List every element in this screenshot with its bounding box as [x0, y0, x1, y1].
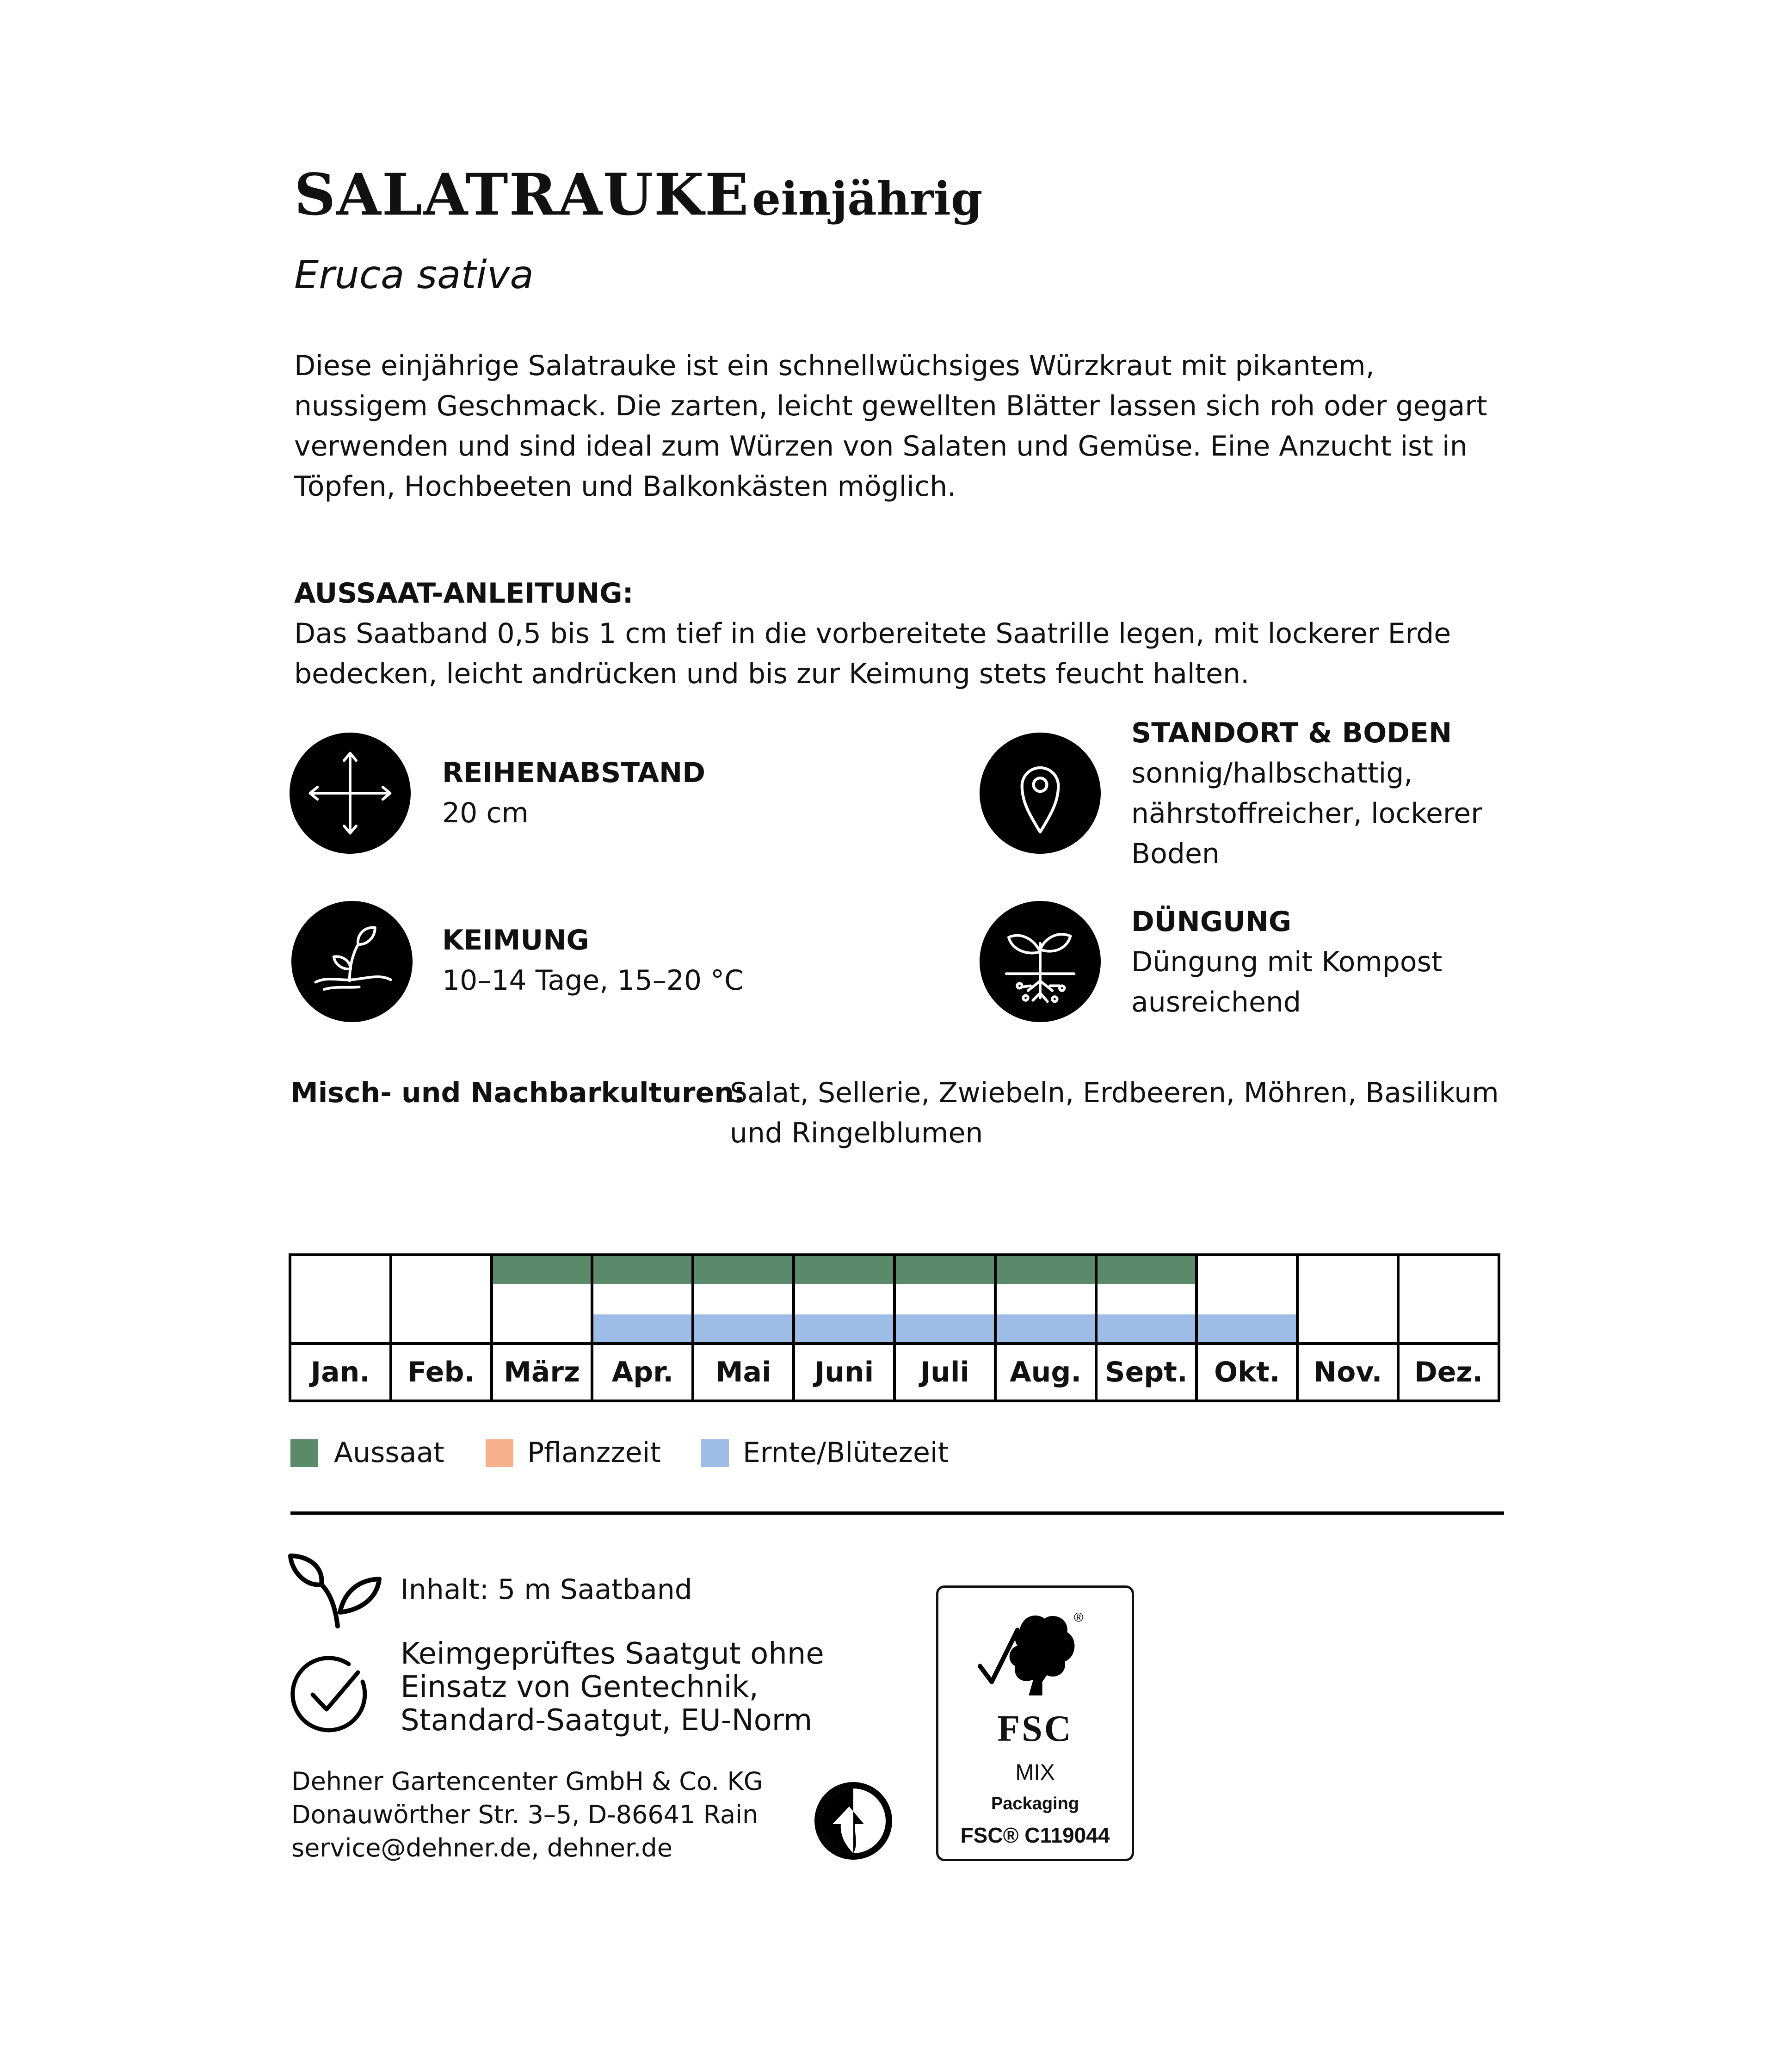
- sowing-bar: [593, 1256, 691, 1284]
- location-pin-icon: [980, 733, 1101, 854]
- month-label: Sept.: [1096, 1344, 1197, 1401]
- calendar-cell-11: [1398, 1255, 1499, 1344]
- harvest-bar: [593, 1314, 691, 1342]
- company-street: Donauwörther Str. 3–5, D-86641 Rain: [291, 1800, 758, 1829]
- fsc-type: MIX: [1015, 1760, 1055, 1785]
- harvest-bar: [1198, 1314, 1296, 1342]
- location-label: STANDORT & BODEN: [1131, 717, 1452, 749]
- location-info: [1131, 713, 1511, 874]
- spacing-label: REIHENABSTAND: [442, 757, 706, 789]
- calendar-cell-7: [995, 1255, 1096, 1344]
- calendar-bars-row: [290, 1255, 1499, 1344]
- location-value: sonnig/halbschattig, nährstoffreicher, lockerer Boden: [1131, 757, 1482, 870]
- check-circle-icon: [289, 1654, 370, 1735]
- quality-text: Keimgeprüftes Saatgut ohne Einsatz von Gentechnik, Standard-Saatgut, EU-Norm: [401, 1637, 824, 1738]
- calendar-cell-10: [1297, 1255, 1398, 1344]
- sowing-text: Das Saatband 0,5 bis 1 cm tief in die vorbereitete Saatrille legen, mit lockerer Erde bedecken, leicht andrücken und bis zur Keimung stets feucht halten.: [294, 617, 1451, 690]
- calendar-cell-4: [693, 1255, 794, 1344]
- month-label: Feb.: [391, 1344, 492, 1401]
- sowing-heading: AUSSAAT-ANLEITUNG:: [294, 577, 634, 610]
- month-label: Aug.: [995, 1344, 1096, 1401]
- harvest-bar: [896, 1314, 994, 1342]
- legend-swatch: [486, 1439, 513, 1467]
- product-name: SALATRAUKE: [294, 161, 750, 228]
- product-description: Diese einjährige Salatrauke ist ein schnellwüchsiges Würzkraut mit pikantem, nussigem Geschmack. Die zarten, leicht gewellten Blätter lassen sich roh oder gegart verwenden und sind ideal zum Würzen von Salaten und Gemüse. Eine Anzucht ist in Töpfen, Hochbeeten und Balkonkästen möglich.: [294, 350, 1487, 503]
- legend-swatch: [701, 1439, 729, 1467]
- month-label: Juni: [794, 1344, 894, 1401]
- calendar-cell-0: [290, 1255, 391, 1344]
- product-variant: einjährig: [752, 173, 983, 226]
- sowing-bar: [1098, 1256, 1196, 1284]
- calendar-months-row: [290, 1344, 1499, 1401]
- calendar-cell-6: [894, 1255, 995, 1344]
- calendar-cell-1: [391, 1255, 492, 1344]
- calendar-cell-3: [592, 1255, 693, 1344]
- harvest-bar: [1098, 1314, 1196, 1342]
- product-title: [294, 161, 983, 228]
- month-label: Okt.: [1196, 1344, 1297, 1401]
- spacing-value: 20 cm: [442, 797, 529, 829]
- sowing-section: [294, 574, 1506, 694]
- germination-label: KEIMUNG: [442, 924, 589, 956]
- plant-roots-icon: [980, 901, 1101, 1022]
- fsc-brand: FSC: [997, 1708, 1073, 1749]
- registered-mark: ®: [1073, 1610, 1084, 1625]
- calendar-cell-2: [492, 1255, 592, 1344]
- leaves-icon: [287, 1552, 384, 1631]
- calendar-cell-9: [1196, 1255, 1297, 1344]
- sowing-bar: [694, 1256, 792, 1284]
- month-label: Dez.: [1398, 1344, 1499, 1401]
- content-text: Inhalt: 5 m Saatband: [401, 1573, 692, 1606]
- fertilizing-info: [1131, 902, 1511, 1023]
- legend-swatch: [290, 1439, 318, 1467]
- harvest-bar: [997, 1314, 1095, 1342]
- germination-info: [442, 920, 744, 1001]
- legend-label: Ernte/Blütezeit: [743, 1437, 949, 1469]
- fsc-code: FSC® C119044: [960, 1823, 1110, 1847]
- green-dot-icon: [812, 1780, 894, 1862]
- fsc-sub: Packaging: [991, 1794, 1079, 1813]
- company-contact: service@dehner.de, dehner.de: [291, 1833, 672, 1862]
- harvest-bar: [795, 1314, 893, 1342]
- month-label: Nov.: [1297, 1344, 1398, 1401]
- germination-value: 10–14 Tage, 15–20 °C: [442, 964, 744, 997]
- company-name: Dehner Gartencenter GmbH & Co. KG: [291, 1767, 763, 1796]
- month-label: Apr.: [592, 1344, 693, 1401]
- month-label: März: [492, 1344, 592, 1401]
- spacing-info: [442, 753, 705, 833]
- fsc-tree-icon: [938, 1597, 1132, 1708]
- company-address: [291, 1765, 763, 1865]
- sowing-bar: [997, 1256, 1095, 1284]
- companion-label: Misch- und Nachbarkulturen:: [290, 1077, 745, 1109]
- fertilizing-value: Düngung mit Kompost ausreichend: [1131, 946, 1443, 1018]
- fertilizing-label: DÜNGUNG: [1131, 906, 1292, 938]
- divider: [290, 1511, 1504, 1515]
- calendar-cell-5: [794, 1255, 894, 1344]
- month-label: Jan.: [290, 1344, 391, 1401]
- legend-label: Aussaat: [334, 1437, 444, 1469]
- latin-name: Eruca sativa: [294, 252, 534, 297]
- month-label: Juli: [894, 1344, 995, 1401]
- fsc-label: [936, 1585, 1134, 1861]
- calendar-cell-8: [1096, 1255, 1197, 1344]
- legend-label: Pflanzzeit: [527, 1437, 661, 1469]
- companion-value: Salat, Sellerie, Zwiebeln, Erdbeeren, Möhren, Basilikum und Ringelblumen: [730, 1077, 1499, 1149]
- sowing-bar: [896, 1256, 994, 1284]
- arrows-cross-icon: [290, 733, 411, 854]
- month-label: Mai: [693, 1344, 794, 1401]
- harvest-bar: [694, 1314, 792, 1342]
- sowing-bar: [493, 1256, 591, 1284]
- sowing-calendar: [289, 1253, 1500, 1402]
- sowing-bar: [795, 1256, 893, 1284]
- seedling-icon: [291, 901, 413, 1022]
